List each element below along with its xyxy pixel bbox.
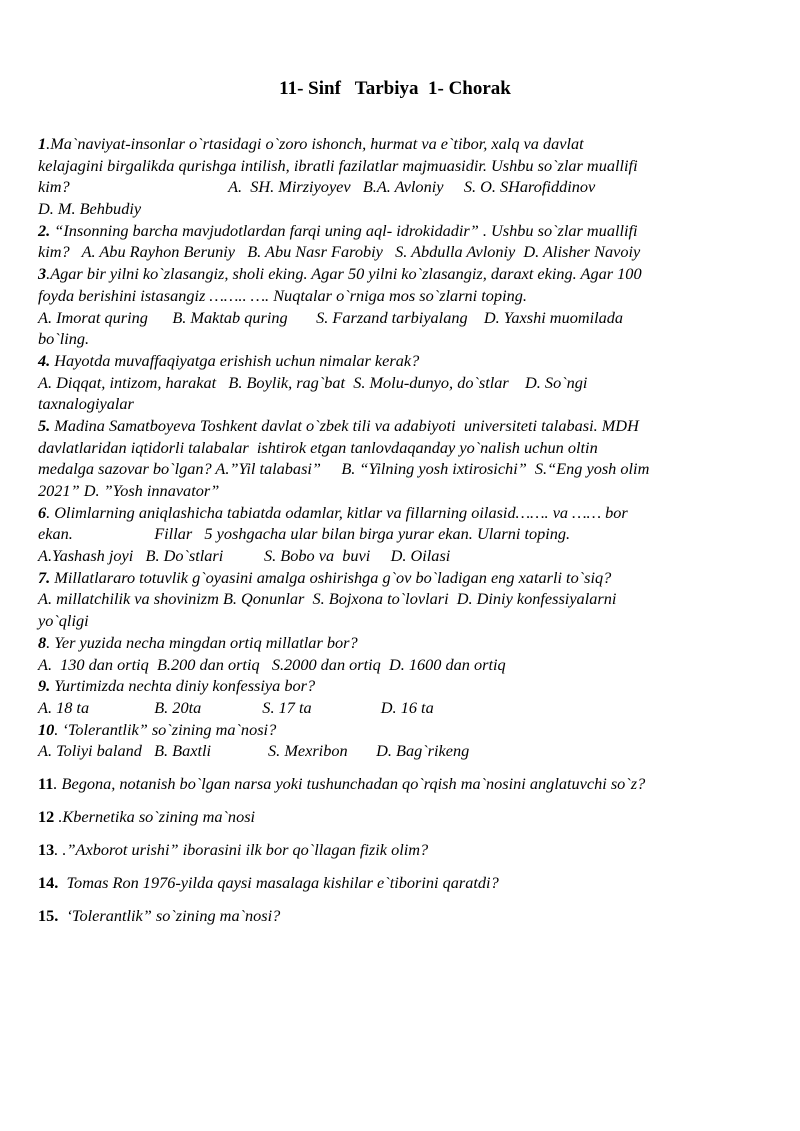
question-number: 14. [38, 872, 59, 892]
question-number: 12 [38, 806, 55, 826]
question-3-line-2: foyda berishini istasangiz …….. …. Nuqtalar o`rniga mos so`zlarni toping. [38, 285, 527, 305]
question-5-line-1: 5. Madina Samatboyeva Toshkent davlat o`zbek tili va adabiyoti universiteti talabasi. MDH [38, 415, 639, 435]
question-number: 5. [38, 415, 51, 435]
question-number: 15. [38, 905, 59, 925]
question-7-line-1: 7. Millatlararo totuvlik g`oyasini amalga oshirishga g`ov bo`ladigan eng xatarli to`siq? [38, 567, 612, 587]
question-8-line-2: A. 130 dan ortiq B.200 dan ortiq S.2000 dan ortiq D. 1600 dan ortiq [38, 654, 506, 674]
question-1-line-1: 1.Ma`naviyat-insonlar o`rtasidagi o`zoro ishonch, hurmat va e`tibor, xalq va davlat [38, 134, 584, 153]
question-number: 11 [38, 773, 54, 793]
question-number: 10 [38, 719, 55, 739]
question-number: 2. [38, 220, 51, 240]
question-10-line-2: A. Toliyi baland B. Baxtli S. Mexribon D. Bag`rikeng [38, 741, 470, 761]
question-number: 8 [38, 632, 47, 652]
question-9-line-2: A. 18 ta B. 20ta S. 17 ta D. 16 ta [38, 697, 434, 717]
question-4-line-1: 4. Hayotda muvaffaqiyatga erishish uchun nimalar kerak? [38, 350, 420, 370]
question-13: 13. .”Axborot urishi” iborasini ilk bor qo`llagan fizik olim? [38, 839, 429, 859]
question-number: 9. [38, 676, 51, 696]
question-6-line-2: ekan. Fillar 5 yoshgacha ular bilan birga yurar ekan. Ularni toping. [38, 524, 571, 544]
question-number: 7. [38, 567, 51, 587]
question-1-line-2: kelajagini birgalikda qurishga intilish, ibratli fazilatlar majmuasidir. Ushbu so`zlar muallifi [38, 155, 638, 175]
question-14: 14. Tomas Ron 1976-yilda qaysi masalaga kishilar e`tiborini qaratdi? [38, 872, 499, 892]
question-number: 3 [38, 264, 47, 284]
question-11: 11. Begona, notanish bo`lgan narsa yoki tushunchadan qo`rqish ma`nosini anglatuvchi so`z? [38, 773, 646, 793]
question-3-line-1: 3.Agar bir yilni ko`zlasangiz, sholi eking. Agar 50 yilni ko`zlasangiz, daraxt eking. Agar 100 [38, 264, 642, 284]
question-6-line-3: A.Yashash joyi B. Do`stlari S. Bobo va buvi D. Oilasi [38, 546, 451, 566]
question-5-line-2: davlatlaridan iqtidorli talabalar ishtirok etgan tanlovdaqanday yo`nalish uchun oltin [38, 437, 598, 457]
question-2-line-2: kim? A. Abu Rayhon Beruniy B. Abu Nasr Farobiy S. Abdulla Avloniy D. Alisher Navoiy [38, 242, 641, 262]
question-1-line-3: kim? A. SH. Mirziyoyev B.A. Avloniy S. O. SHarofiddinov [38, 177, 596, 197]
question-number: 13 [38, 839, 55, 859]
page-title: 11- Sinf Tarbiya 1- Chorak [279, 78, 511, 99]
question-9-line-1: 9. Yurtimizda nechta diniy konfessiya bor? [38, 676, 316, 696]
question-5-line-3: medalga sazovar bo`lgan? A.”Yil talabasi” B. “Yilning yosh ixtirosichi” S.“Eng yosh olim [38, 459, 650, 479]
question-5-line-4: 2021” D. ”Yosh innavator” [38, 481, 220, 500]
question-number: 4. [38, 350, 51, 370]
question-8-line-1: 8. Yer yuzida necha mingdan ortiq millatlar bor? [38, 632, 358, 652]
question-2-line-1: 2. “Insonning barcha mavjudotlardan farqi uning aql- idrokidadir” . Ushbu so`zlar muallifi [38, 220, 638, 240]
question-1-line-4: D. M. Behbudiy [38, 199, 142, 219]
question-10-line-1: 10. ‘Tolerantlik” so`zining ma`nosi? [38, 719, 277, 739]
question-7-line-3: yo`qligi [38, 611, 89, 631]
question-number: 6 [38, 502, 47, 522]
question-6-line-1: 6. Olimlarning aniqlashicha tabiatda odamlar, kitlar va fillarning oilasid……. va …… bor [38, 502, 628, 522]
question-number: 1 [38, 134, 47, 153]
question-7-line-2: A. millatchilik va shovinizm B. Qonunlar S. Bojxona to`lovlari D. Diniy konfessiyalarni [38, 589, 617, 609]
question-list [38, 133, 758, 927]
question-4-line-2: A. Diqqat, intizom, harakat B. Boylik, rag`bat S. Molu-dunyo, do`stlar D. So`ngi [38, 372, 588, 392]
question-12: 12 .Kbernetika so`zining ma`nosi [38, 806, 256, 826]
question-15: 15. ‘Tolerantlik” so`zining ma`nosi? [38, 905, 281, 925]
question-3-line-3: A. Imorat quring B. Maktab quring S. Farzand tarbiyalang D. Yaxshi muomilada [38, 307, 624, 327]
question-4-line-3: taxnalogiyalar [38, 394, 134, 414]
question-3-line-4: bo`ling. [38, 329, 90, 349]
